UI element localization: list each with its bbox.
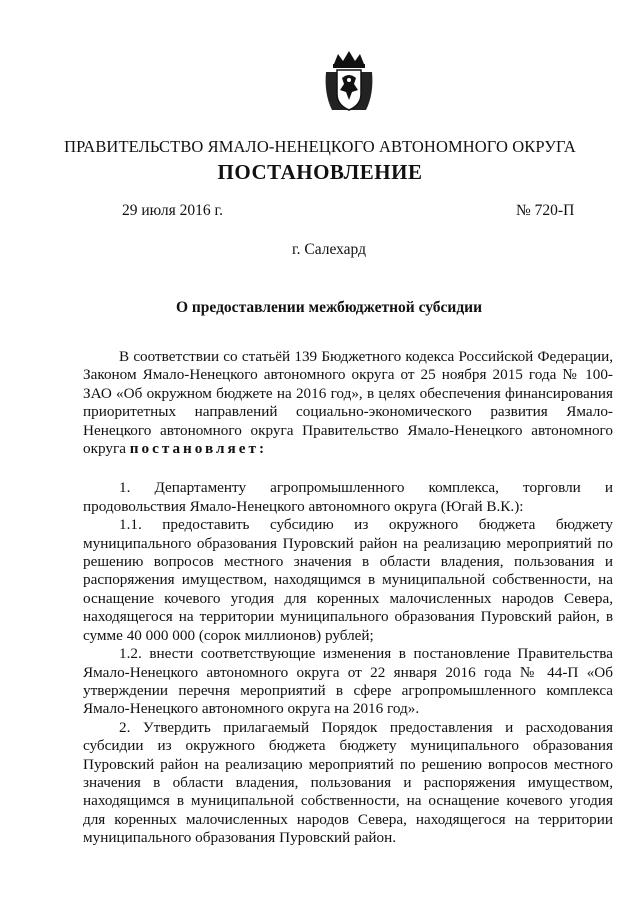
city: г. Салехард [292, 241, 366, 258]
preamble-keyword: постановляет: [129, 440, 268, 458]
paragraph-gap [83, 458, 613, 479]
preamble-text: В соответствии со статьёй 139 Бюджетного кодекса Российской Федерации, Законом Ямало-Ненецкого автономного округа от 25 ноября 2015 года № 100-ЗАО «Об окружном бюджете на 2016 год», в целях обеспечения финансирования приоритетных направлений социально-экономического развития Ямало-Ненецкого автономного округа Правительство Ямало-Ненецкого автономного округа [83, 348, 613, 458]
document-type: ПОСТАНОВЛЕНИЕ [217, 160, 423, 184]
item-1-1: 1.1. предоставить субсидию из окружного бюджета бюджету муниципального образования Пуровский район на реализацию мероприятий по решению вопросов местного значения в области владения, пользования и распоряжения имуществом, находящимся в муниципальной собственности, на оснащение кочевого угодия для коренных малочисленных народов Севера, находящегося на территории муниципального образования Пуровский район, в сумме 40 000 000 (сорок миллионов) рублей; [83, 516, 613, 644]
document-subject: О предоставлении межбюджетной субсидии [175, 299, 483, 316]
government-name: ПРАВИТЕЛЬСТВО ЯМАЛО-НЕНЕЦКОГО АВТОНОМНОГО ОКРУГА [64, 137, 576, 156]
document-date: 29 июля 2016 г. [122, 202, 223, 219]
coat-of-arms-icon [322, 50, 376, 114]
document-number: № 720-П [516, 202, 575, 219]
preamble-paragraph [83, 348, 613, 458]
item-1-2: 1.2. внести соответствующие изменения в постановление Правительства Ямало-Ненецкого автономного округа от 22 января 2016 года № 44-П «Об утверждении перечня мероприятий в сфере агропромышленного комплекса Ямало-Ненецкого автономного округа на 2016 год». [83, 645, 613, 718]
document-body [83, 348, 613, 848]
item-1: 1. Департаменту агропромышленного комплекса, торговли и продовольствия Ямало-Ненецкого автономного округа (Югай В.К.): [83, 479, 613, 515]
item-2: 2. Утвердить прилагаемый Порядок предоставления и расходования субсидии из окружного бюджета бюджету муниципального образования Пуровский район на реализацию мероприятий по решению вопросов местного значения в области владения, пользования и распоряжения имуществом, находящимся в муниципальной собственности, на оснащение кочевого угодия для коренных малочисленных народов Севера, находящегося на территории муниципального образования Пуровский район. [83, 718, 613, 847]
